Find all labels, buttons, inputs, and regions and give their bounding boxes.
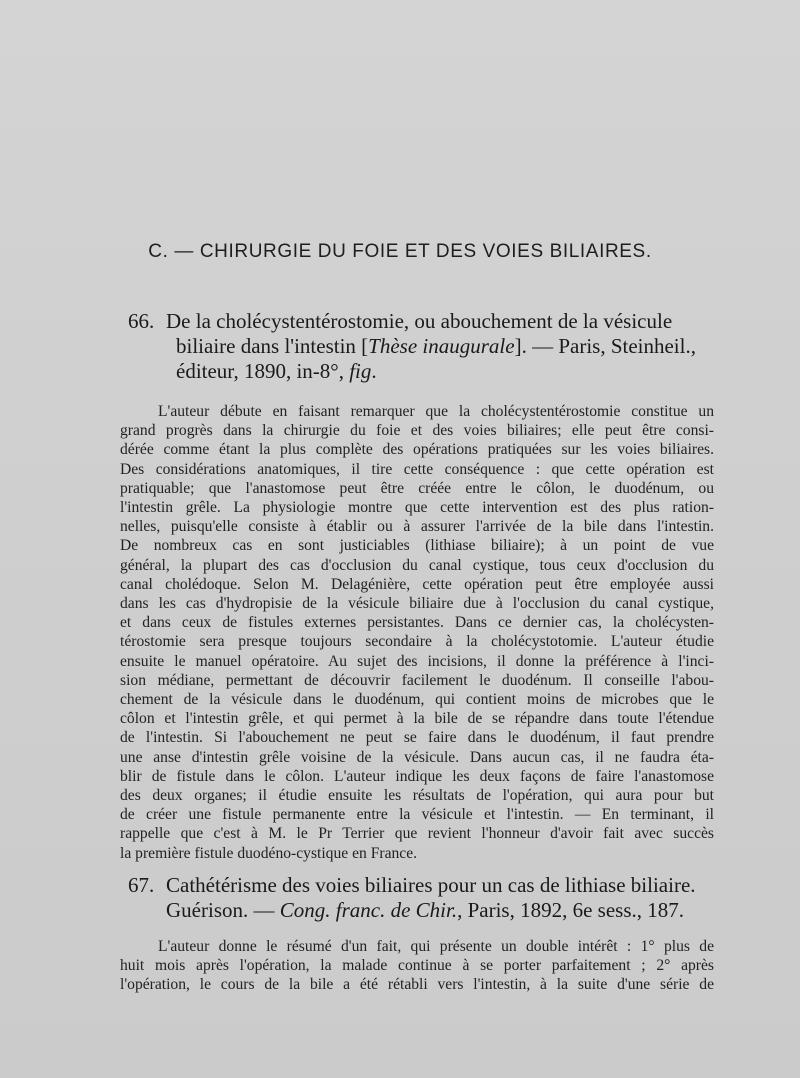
- text-line: nelles, puisqu'elle consiste à établir ou à assurer l'arrivée de la bile dans l'intestin.: [120, 518, 714, 536]
- text-line: pratiquable; que l'anastomose peut être créée entre le côlon, le duodénum, ou: [120, 479, 714, 497]
- text-line: et dans ceux de fistules externes persistantes. Dans ce dernier cas, la cholécysten-: [120, 614, 714, 632]
- entry-66-title-line2: biliaire dans l'intestin [Thèse inaugurale]. — Paris, Steinheil.,: [176, 334, 696, 358]
- entry-67-title-line2: Guérison. — Cong. franc. de Chir., Paris, 1892, 6e sess., 187.: [166, 898, 685, 922]
- entry-67-title-line1: 67. Cathétérisme des voies biliaires pour un cas de lithiase biliaire.: [128, 873, 696, 897]
- entry-66-title-line1: 66. De la cholécystentérostomie, ou abouchement de la vésicule: [128, 309, 673, 333]
- text-line: sion médiane, permettant de découvrir facilement le duodénum. Il conseille l'abou-: [120, 671, 714, 689]
- text-line: térostomie sera presque toujours secondaire à la cholécystotomie. L'auteur étudie: [120, 633, 714, 651]
- text-line: l'opération, le cours de la bile a été rétabli vers l'intestin, à la suite d'une série de: [120, 976, 714, 994]
- text-line: une anse d'intestin grêle voisine de la vésicule. Dans aucun cas, il ne faudra éta-: [120, 748, 714, 766]
- text-line: canal cholédoque. Selon M. Delagénière, cette opération peut être employée aussi: [120, 575, 714, 593]
- entry-67-abstract: [120, 937, 714, 995]
- text-line: de l'intestin. Si l'abouchement ne peut se faire dans le duodénum, il faut prendre: [120, 729, 714, 747]
- text-line: L'auteur donne le résumé d'un fait, qui présente un double intérêt : 1° plus de: [158, 938, 714, 955]
- text-line: des deux organes; il étudie ensuite les résultats de l'opération, qui aura pour but: [120, 787, 714, 805]
- text-line: la première fistule duodéno-cystique en France.: [120, 844, 418, 862]
- text-line: l'intestin grêle. La physiologie montre que cette intervention est des plus ration-: [120, 499, 714, 517]
- entry-66-abstract: [120, 402, 714, 863]
- text-line: blir de fistule dans le côlon. L'auteur indique les deux façons de faire l'anastomose: [120, 767, 714, 785]
- text-line: chement de la vésicule dans le duodénum, qui contient moins de microbes que le: [120, 691, 714, 709]
- entry-66-title-line3: éditeur, 1890, in-8°, fig.: [176, 359, 377, 383]
- text-line: côlon et l'intestin grêle, et qui permet à la bile de se répandre dans toute l'étendue: [120, 710, 714, 728]
- text-line: de créer une fistule permanente entre la vésicule et l'intestin. — En terminant, il: [120, 806, 714, 824]
- text-line: L'auteur débute en faisant remarquer que la cholécystentérostomie constitue un: [158, 403, 714, 420]
- entry-66-number: 66.: [128, 309, 155, 333]
- text-line: Des considérations anatomiques, il tire cette conséquence : que cette opération est: [120, 460, 714, 478]
- entry-67-title: [128, 873, 728, 923]
- text-line: rappelle que c'est à M. le Pr Terrier que revient l'honneur d'avoir fait avec succès: [120, 825, 714, 843]
- text-line: grand progrès dans la chirurgie du foie et des voies biliaires; elle peut être consi-: [120, 422, 714, 440]
- text-line: ensuite le manuel opératoire. Au sujet des incisions, il donne la préférence à l'inci-: [120, 652, 714, 670]
- text-line: huit mois après l'opération, la malade continue à se porter parfaitement ; 2° après: [120, 957, 714, 975]
- text-line: dans les cas d'hydropisie de la vésicule biliaire due à l'occlusion du canal cystique,: [120, 595, 714, 613]
- entry-67-number: 67.: [128, 873, 155, 897]
- text-line: De nombreux cas en sont justiciables (lithiase biliaire); à un point de vue: [120, 537, 714, 555]
- text-line: dérée comme étant la plus complète des opérations pratiquées sur les voies biliaires.: [120, 441, 714, 459]
- section-heading: C. — CHIRURGIE DU FOIE ET DES VOIES BILIAIRES.: [148, 241, 652, 262]
- entry-66-title: [128, 309, 728, 384]
- bleed-through-texture: [250, 60, 790, 140]
- text-line: général, la plupart des cas d'occlusion du canal cystique, tous ceux d'occlusion du: [120, 556, 714, 574]
